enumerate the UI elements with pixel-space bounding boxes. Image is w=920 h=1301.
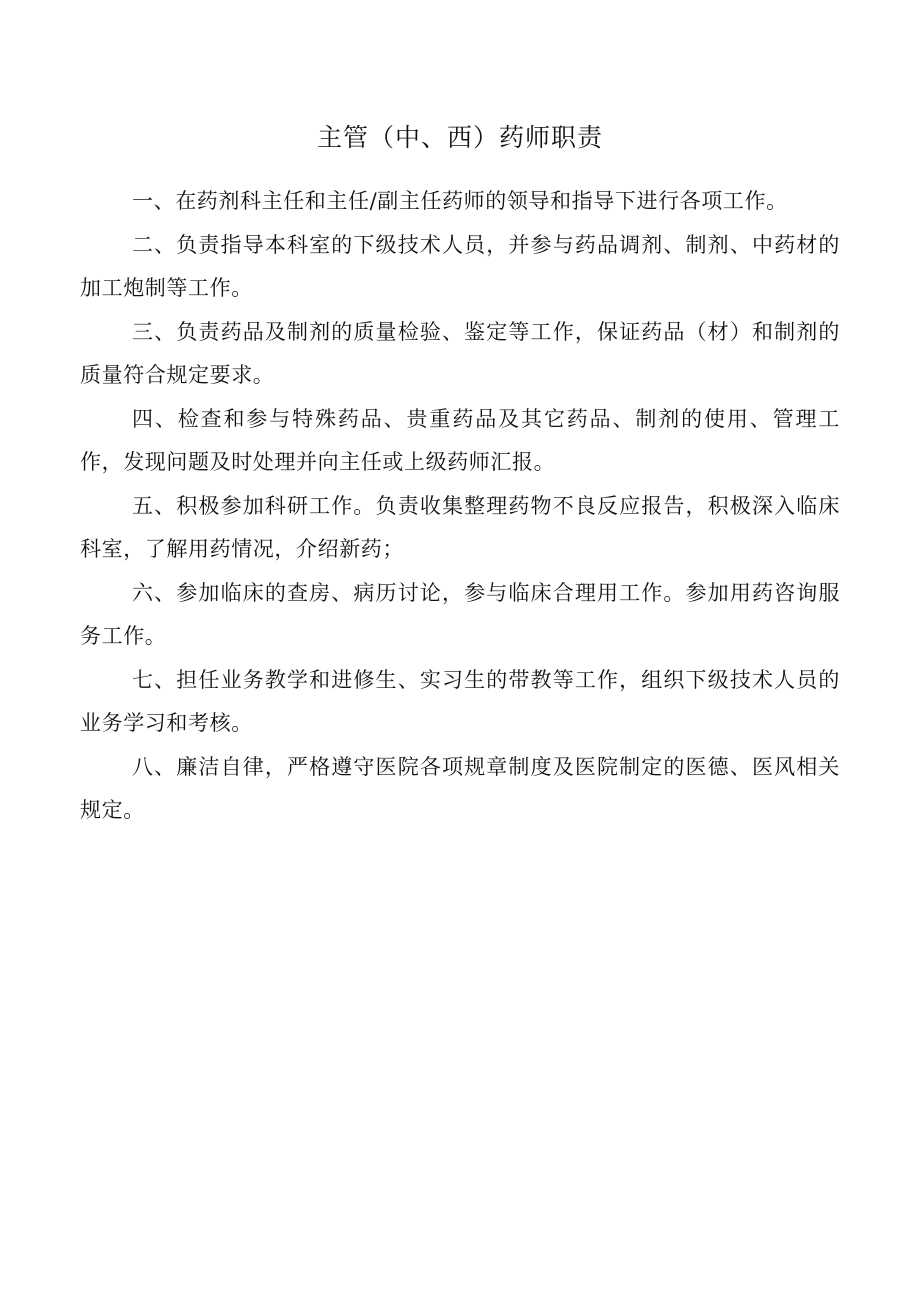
duty-item-3: 三、负责药品及制剂的质量检验、鉴定等工作，保证药品（材）和制剂的质量符合规定要求。 xyxy=(80,319,840,387)
duty-item-8: 八、廉洁自律，严格遵守医院各项规章制度及医院制定的医德、医风相关规定。 xyxy=(80,754,840,822)
duty-list xyxy=(80,180,840,833)
duty-item-5: 五、积极参加科研工作。负责收集整理药物不良反应报告，积极深入临床科室，了解用药情况，介绍新药； xyxy=(80,493,840,561)
duty-item-6: 六、参加临床的查房、病历讨论，参与临床合理用工作。参加用药咨询服务工作。 xyxy=(80,580,840,648)
duty-item-2: 二、负责指导本科室的下级技术人员，并参与药品调剂、制剂、中药材的加工炮制等工作。 xyxy=(80,232,840,300)
document-title: 主管（中、西）药师职责 xyxy=(316,123,603,152)
duty-item-1: 一、在药剂科主任和主任/副主任药师的领导和指导下进行各项工作。 xyxy=(132,189,788,213)
duty-item-7: 七、担任业务教学和进修生、实习生的带教等工作，组织下级技术人员的业务学习和考核。 xyxy=(80,667,840,735)
duty-item-4: 四、检查和参与特殊药品、贵重药品及其它药品、制剂的使用、管理工作，发现问题及时处理并向主任或上级药师汇报。 xyxy=(80,406,840,474)
